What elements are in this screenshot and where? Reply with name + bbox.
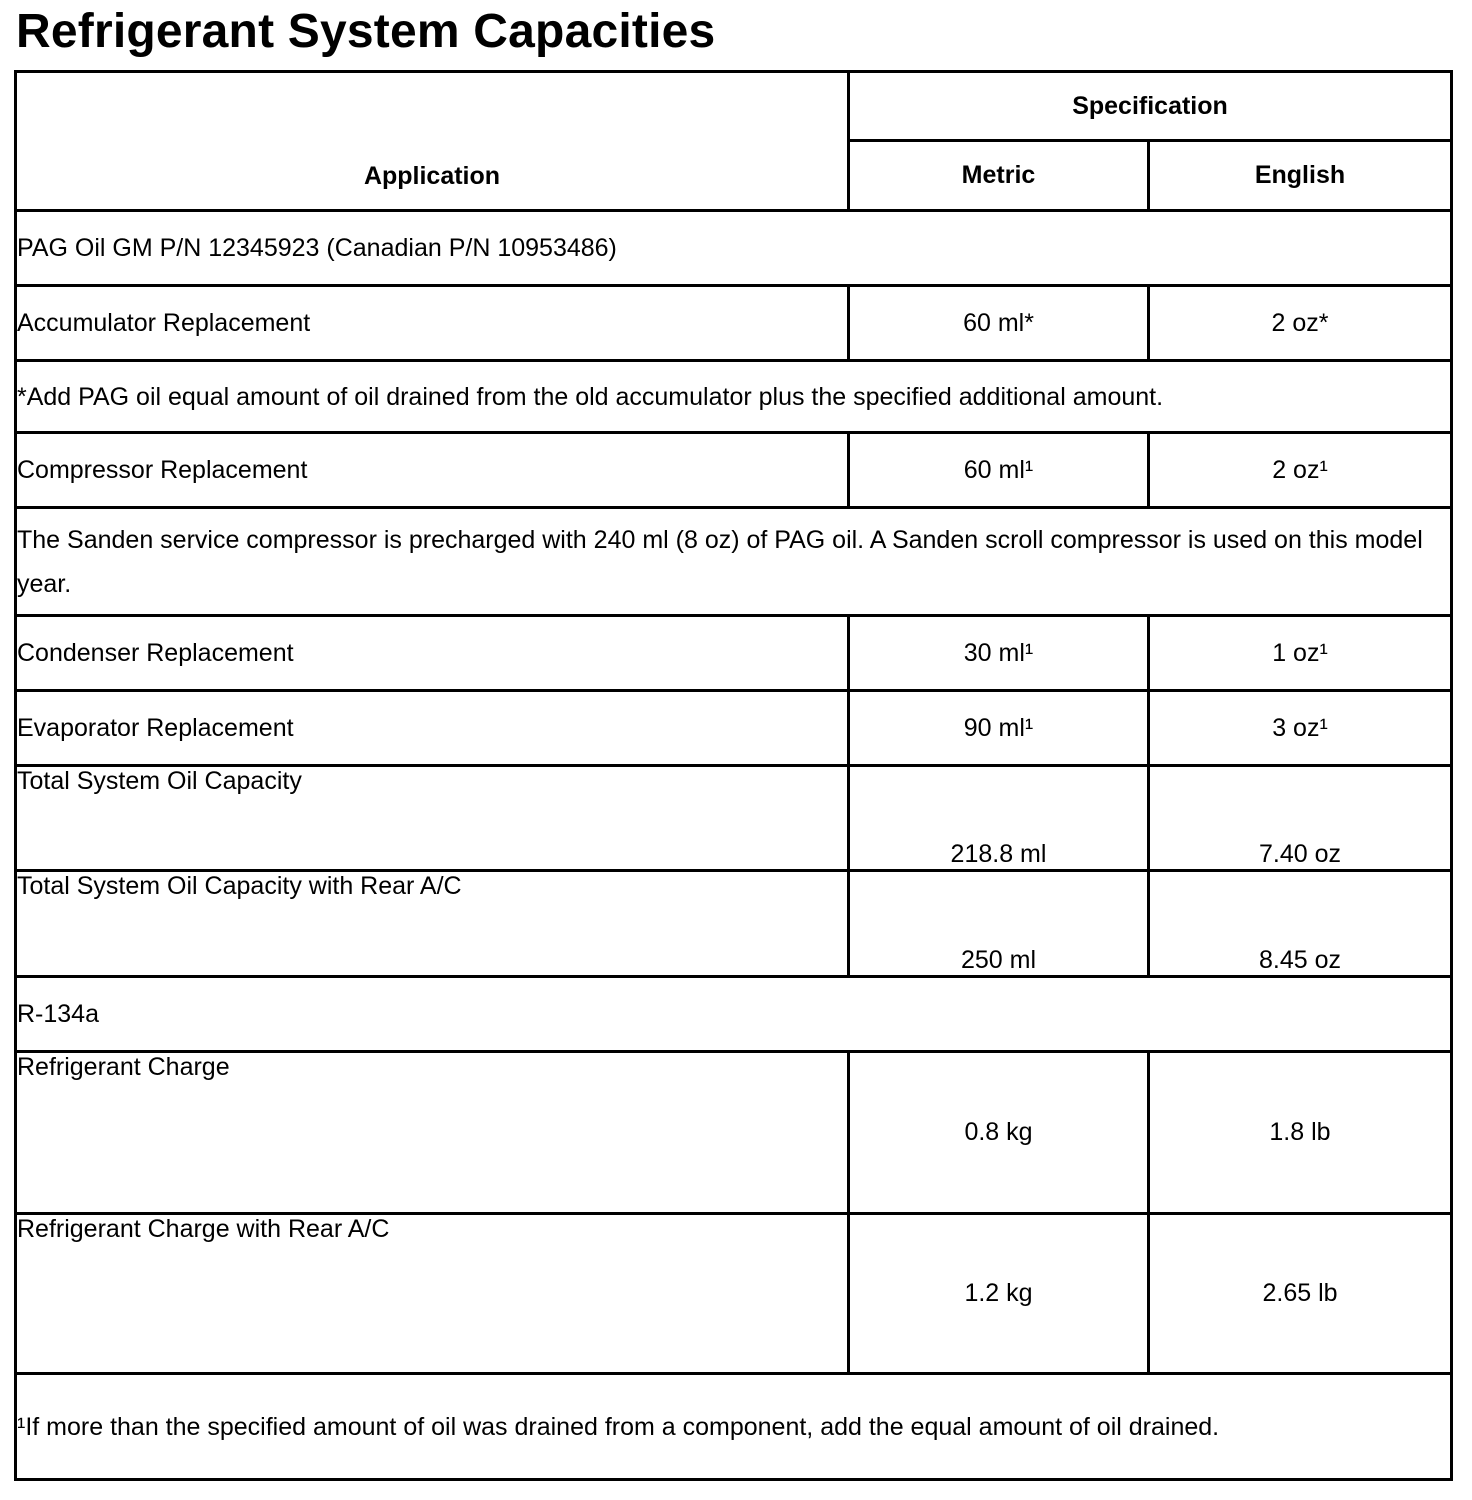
english-cell: 2 oz* <box>1149 286 1452 361</box>
metric-cell: 250 ml <box>849 871 1149 977</box>
english-cell: 1.8 lb <box>1149 1052 1452 1214</box>
table-row <box>16 766 1452 871</box>
english-cell: 2 oz¹ <box>1149 433 1452 508</box>
header-row-top <box>16 72 1452 141</box>
application-cell: Compressor Replacement <box>16 433 849 508</box>
table-row <box>16 1374 1452 1480</box>
page-title: Refrigerant System Capacities <box>16 5 716 58</box>
header-english <box>1149 141 1452 211</box>
metric-cell: 60 ml* <box>849 286 1149 361</box>
table-row <box>16 508 1452 616</box>
header-metric <box>849 141 1149 211</box>
note-compressor: The Sanden service compressor is precharged with 240 ml (8 oz) of PAG oil. A Sanden scroll compressor is used on this model year. <box>16 508 1452 616</box>
application-cell: Evaporator Replacement <box>16 691 849 766</box>
section-r134a: R-134a <box>16 977 1452 1052</box>
application-cell: Refrigerant Charge <box>16 1052 849 1214</box>
table-row <box>16 361 1452 433</box>
footnote-oil-drained: ¹If more than the specified amount of oil was drained from a component, add the equal amount of oil drained. <box>16 1374 1452 1480</box>
application-cell: Condenser Replacement <box>16 616 849 691</box>
english-cell: 1 oz¹ <box>1149 616 1452 691</box>
metric-cell: 60 ml¹ <box>849 433 1149 508</box>
application-cell: Refrigerant Charge with Rear A/C <box>16 1214 849 1374</box>
header-specification <box>849 72 1452 141</box>
table-row <box>16 1214 1452 1374</box>
english-cell: 7.40 oz <box>1149 766 1452 871</box>
metric-cell: 30 ml¹ <box>849 616 1149 691</box>
english-cell: 3 oz¹ <box>1149 691 1452 766</box>
table-row <box>16 211 1452 286</box>
header-metric-label: Metric <box>961 161 1036 189</box>
english-cell: 2.65 lb <box>1149 1214 1452 1374</box>
metric-cell: 218.8 ml <box>849 766 1149 871</box>
application-cell: Total System Oil Capacity with Rear A/C <box>16 871 849 977</box>
header-application <box>16 72 849 211</box>
table-row <box>16 691 1452 766</box>
note-accumulator: *Add PAG oil equal amount of oil drained from the old accumulator plus the specified additional amount. <box>16 361 1452 433</box>
header-application-label: Application <box>363 162 501 190</box>
table-row <box>16 871 1452 977</box>
metric-cell: 1.2 kg <box>849 1214 1149 1374</box>
section-pag-oil: PAG Oil GM P/N 12345923 (Canadian P/N 10953486) <box>16 211 1452 286</box>
table-row <box>16 977 1452 1052</box>
application-cell: Total System Oil Capacity <box>16 766 849 871</box>
header-english-label: English <box>1254 161 1346 189</box>
table-row <box>16 286 1452 361</box>
application-cell: Accumulator Replacement <box>16 286 849 361</box>
metric-cell: 90 ml¹ <box>849 691 1149 766</box>
table-row <box>16 433 1452 508</box>
table-row <box>16 1052 1452 1214</box>
header-specification-label: Specification <box>1072 91 1228 120</box>
english-cell: 8.45 oz <box>1149 871 1452 977</box>
capacities-table <box>14 70 1453 1481</box>
table-row <box>16 616 1452 691</box>
metric-cell: 0.8 kg <box>849 1052 1149 1214</box>
